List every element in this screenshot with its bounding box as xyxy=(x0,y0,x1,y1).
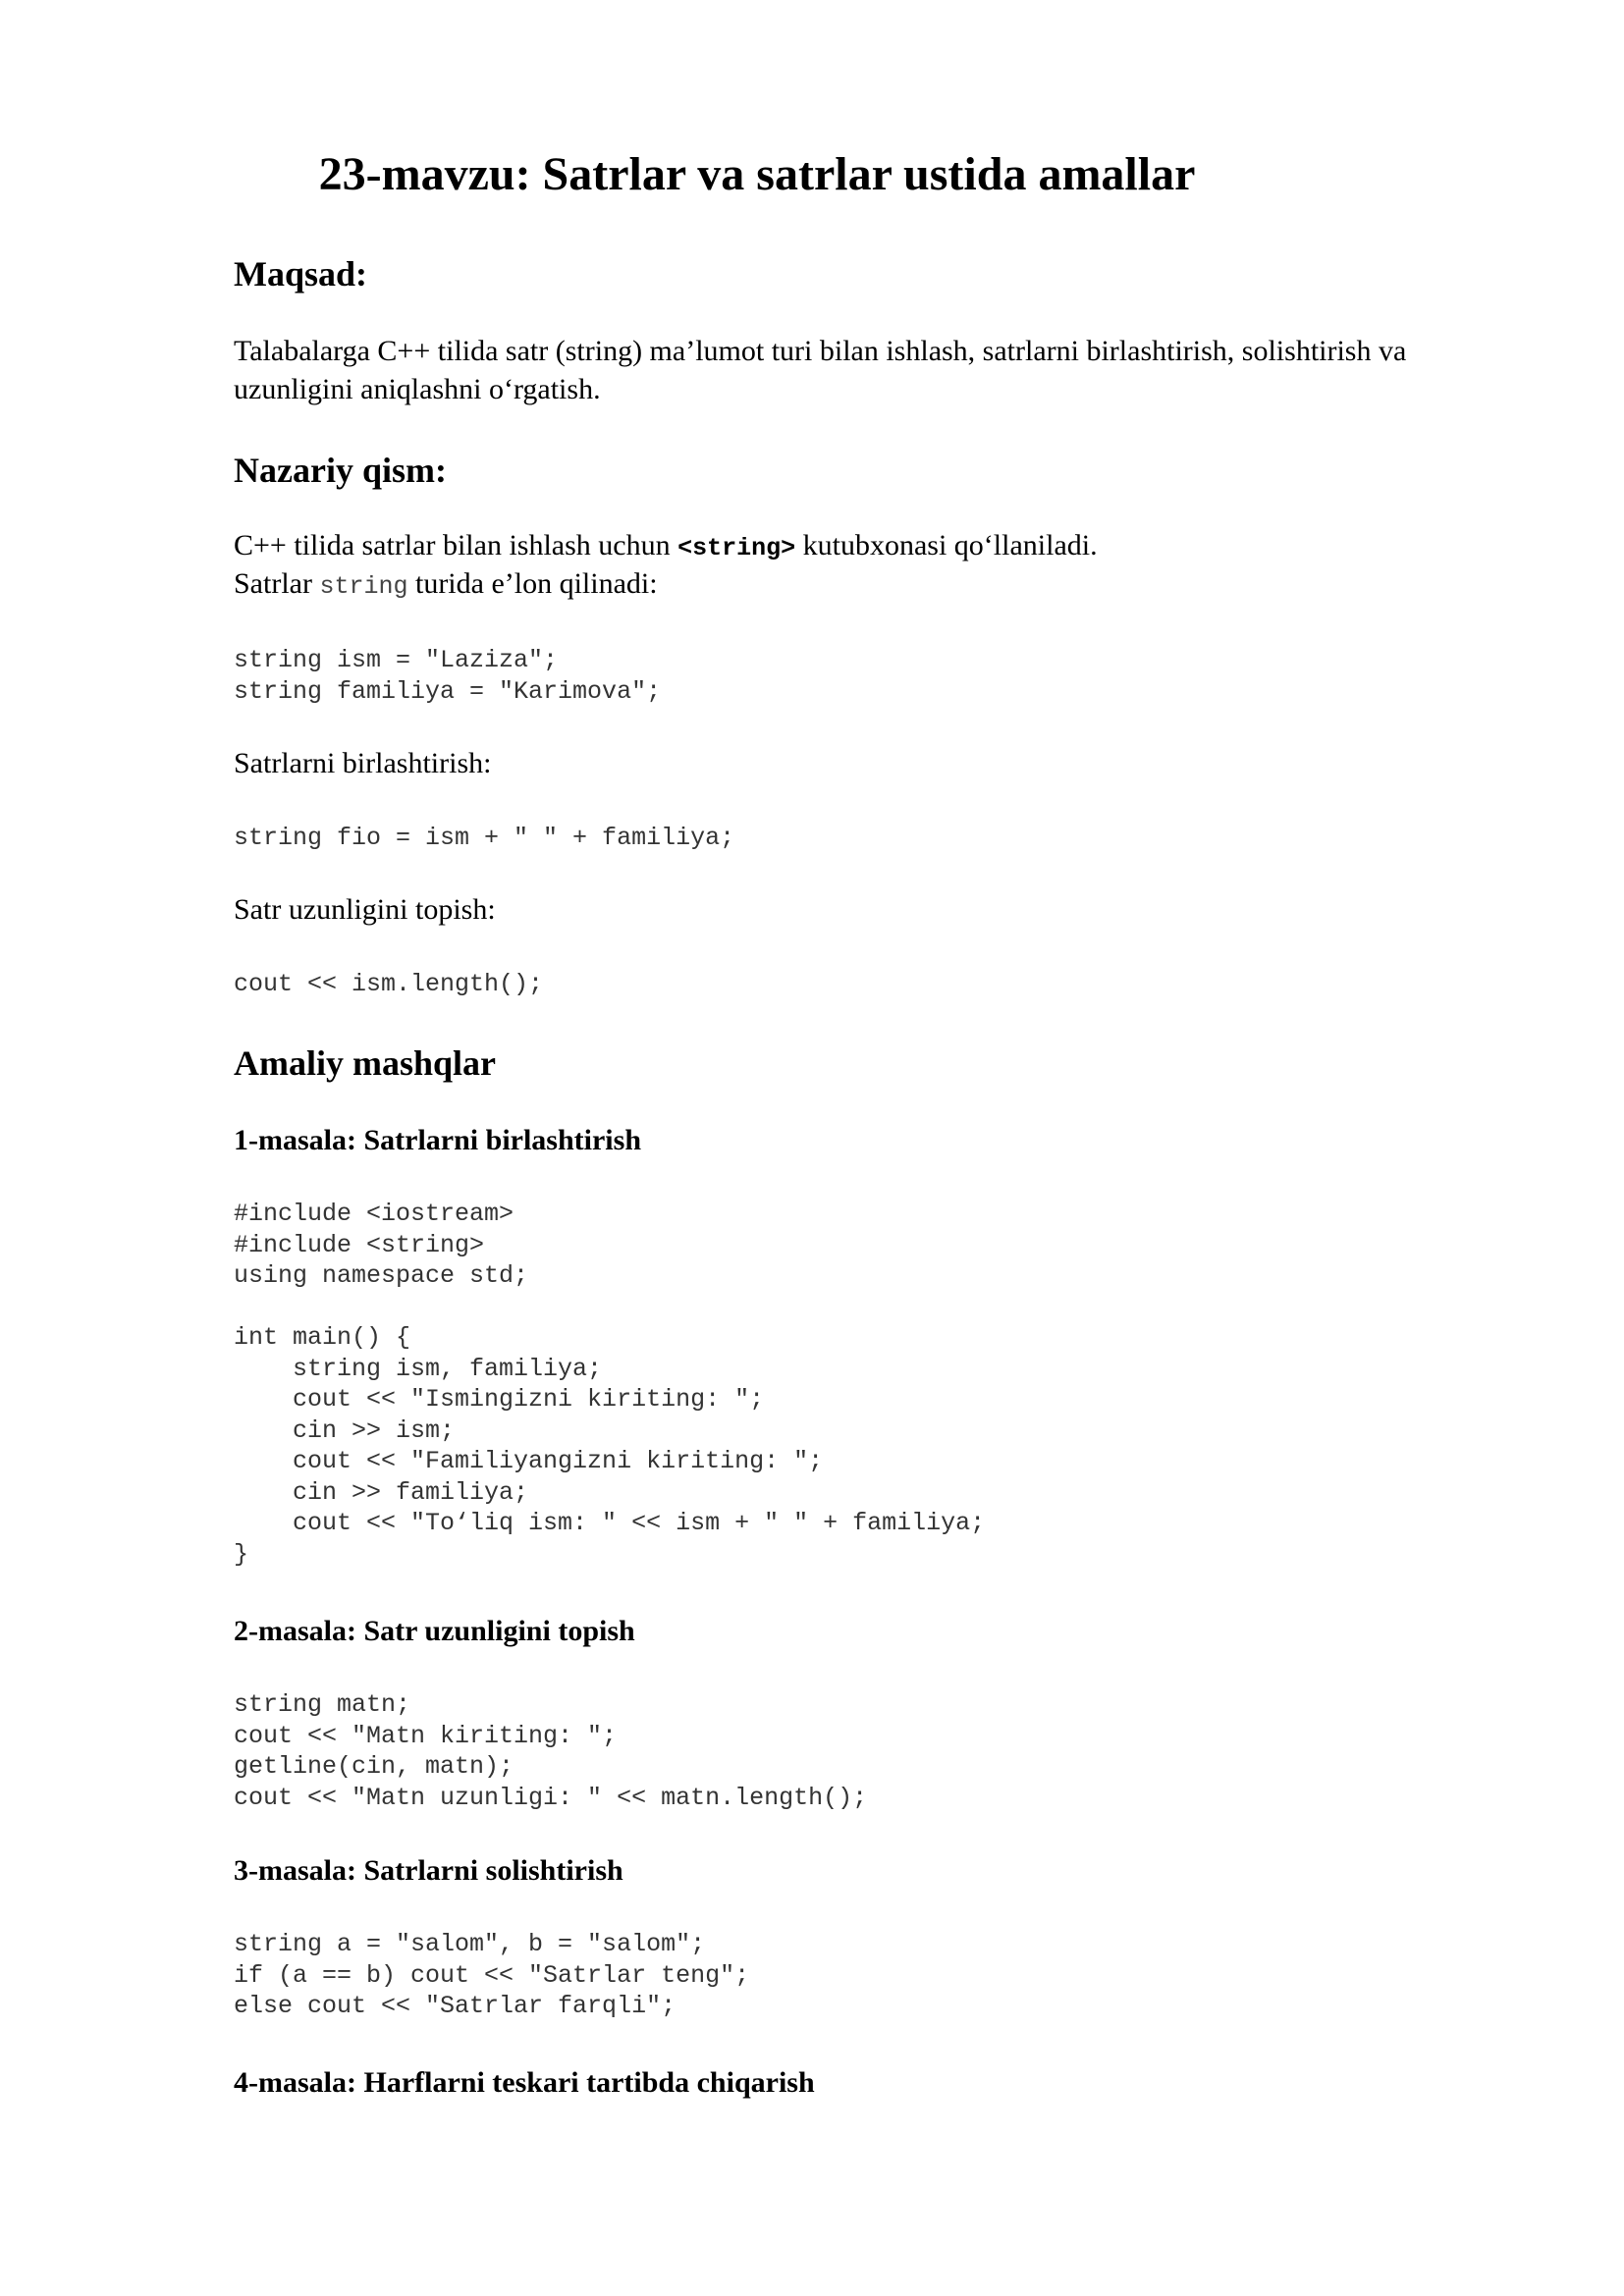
task-2-title: 2-masala: Satr uzunligini topish xyxy=(234,1615,635,1647)
theory-type-after: turida e’lon qilinadi: xyxy=(407,567,658,600)
theory-intro-line xyxy=(234,526,1510,567)
concat-label: Satrlarni birlashtirish: xyxy=(234,747,492,779)
length-label: Satr uzunligini topish: xyxy=(234,893,496,926)
practice-heading: Amaliy mashqlar xyxy=(234,1043,497,1083)
theory-intro-before: C++ tilida satrlar bilan ishlash uchun xyxy=(234,529,678,561)
code-concat: string fio = ism + " " + familiya; xyxy=(234,824,735,852)
goal-heading: Maqsad: xyxy=(234,254,368,294)
string-header-code: <string> xyxy=(677,534,796,562)
theory-heading: Nazariy qism: xyxy=(234,451,447,490)
theory-type-before: Satrlar xyxy=(234,567,320,600)
code-length: cout << ism.length(); xyxy=(234,970,544,998)
code-declare: string ism = "Laziza"; string familiya = "Karimova"; xyxy=(234,646,662,706)
task-4-title: 4-masala: Harflarni teskari tartibda chiqarish xyxy=(234,2066,815,2099)
task-1-code: #include <iostream> #include <string> using namespace std; int main() { string ism, familiya; cout << "Ismingizni kiriting: "; cin >> ism; cout << "Familiyangizni kiriting: "; cin >> familiya; cout << "To‘liq ism: " << ism + " " + familiya; } xyxy=(234,1200,986,1569)
goal-text: Talabalarga C++ tilida satr (string) ma’lumot turi bilan ishlash, satrlarni birlashtirish, solishtirish va uzunligini aniqlashni o‘rgatish. xyxy=(234,335,1407,405)
theory-type-line xyxy=(234,564,1510,606)
page-title: 23-mavzu: Satrlar va satrlar ustida amallar xyxy=(318,148,1196,200)
task-2-code: string matn; cout << "Matn kiriting: "; getline(cin, matn); cout << "Matn uzunligi: " << matn.length(); xyxy=(234,1690,868,1812)
task-3-title: 3-masala: Satrlarni solishtirish xyxy=(234,1854,623,1887)
string-type-code: string xyxy=(319,572,408,601)
task-1-title: 1-masala: Satrlarni birlashtirish xyxy=(234,1124,642,1156)
task-3-code: string a = "salom", b = "salom"; if (a == b) cout << "Satrlar teng"; else cout << "Satrlar farqli"; xyxy=(234,1930,750,2020)
theory-intro-after: kutubxonasi qo‘llaniladi. xyxy=(795,529,1098,561)
